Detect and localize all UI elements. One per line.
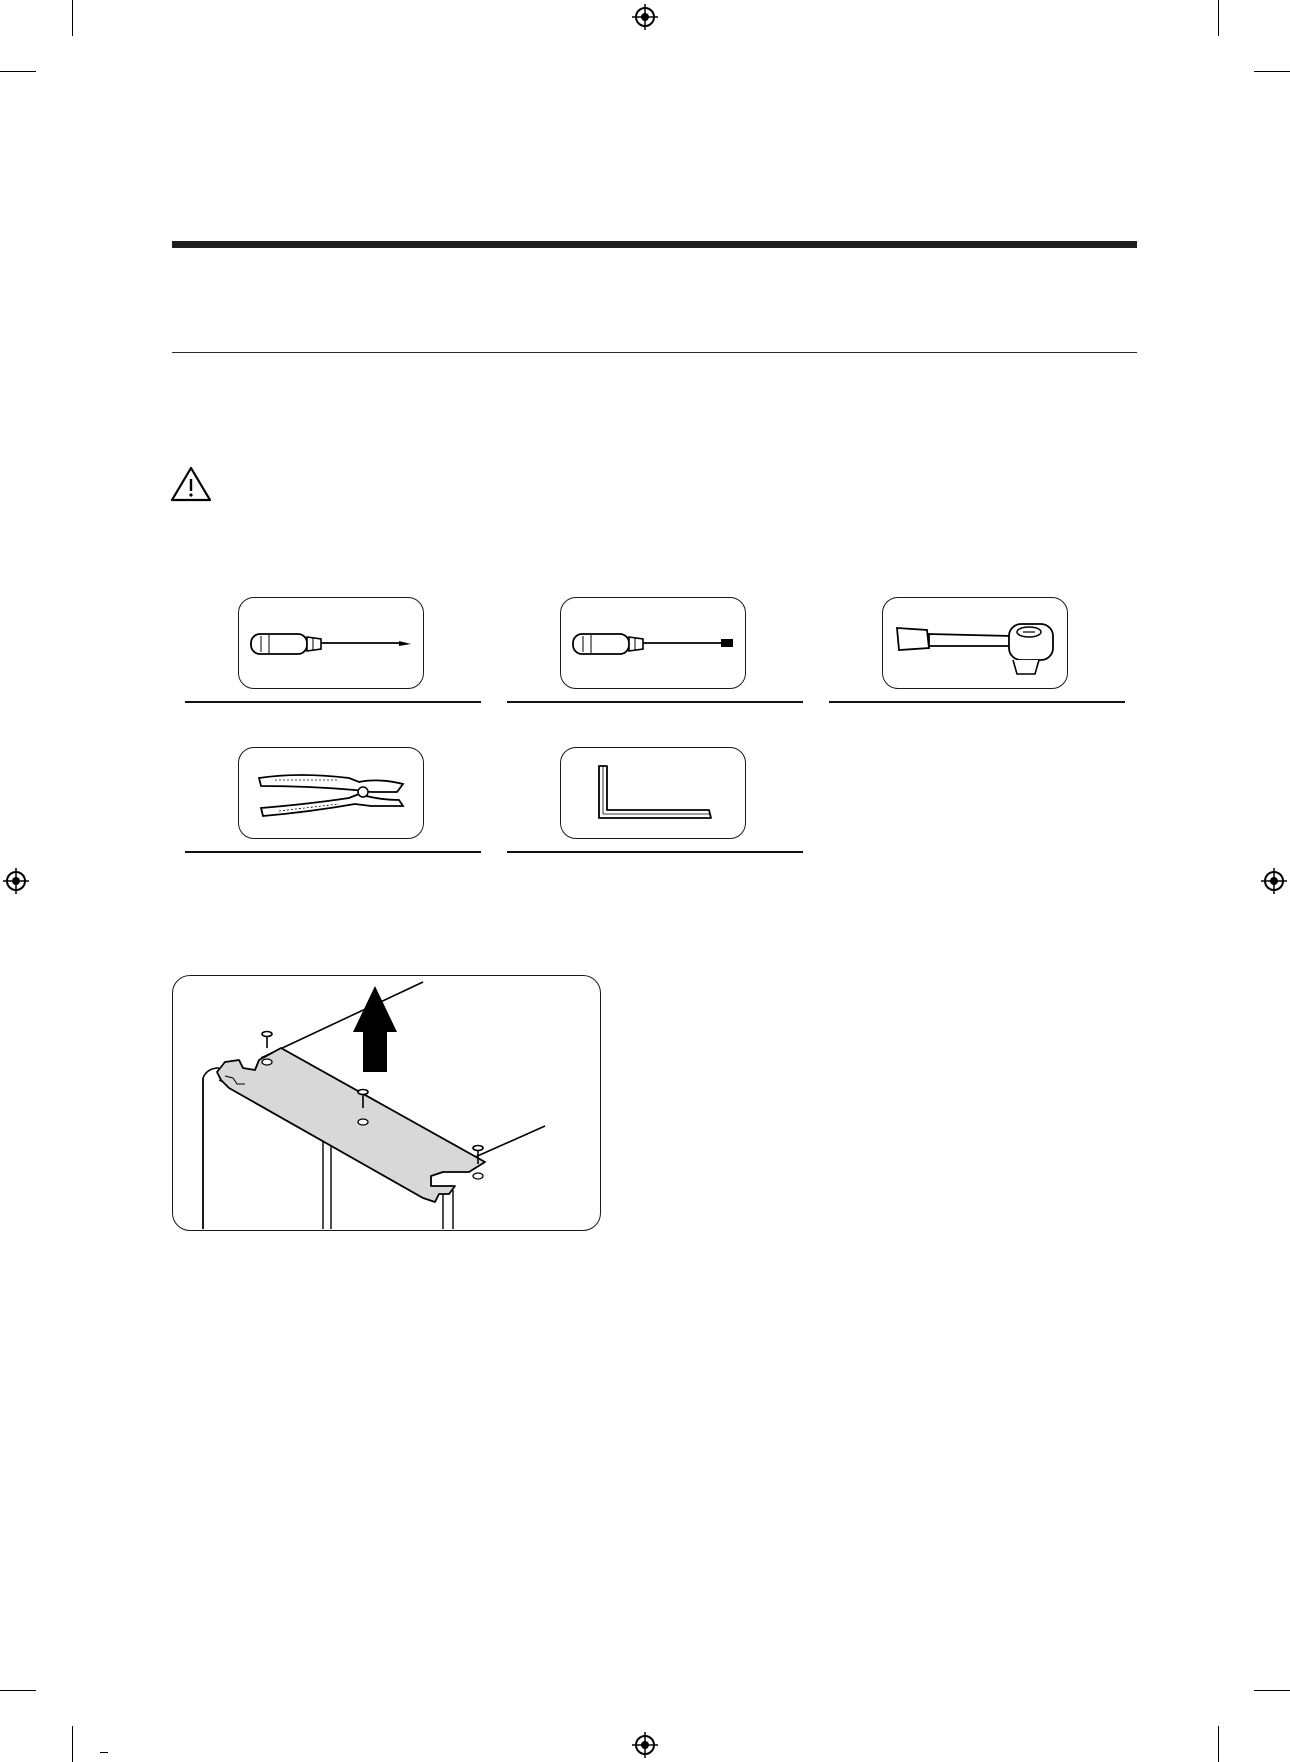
phillips-screwdriver-icon [239,598,423,688]
warning-triangle-icon [170,466,212,502]
crop-mark-bottom-right-v [1218,1726,1219,1762]
crop-mark-top-right-h [1254,71,1290,72]
socket-wrench-icon [883,598,1067,688]
tool-caption-line [829,701,1125,703]
registration-mark-icon [1261,868,1287,894]
tool-caption-line [507,701,803,703]
hinge-cover-figure [172,975,601,1231]
pliers-icon [239,748,423,838]
registration-mark-icon [3,868,29,894]
registration-mark-icon [632,1732,658,1758]
tool-box-socket-wrench [882,597,1068,689]
crop-mark-bottom-right-h [1254,1690,1290,1691]
tool-box-phillips [238,597,424,689]
crop-mark-bottom-left-h [0,1690,36,1691]
tool-box-flat [560,597,746,689]
tool-caption-line [507,851,803,853]
crop-mark-top-left-h [0,71,36,72]
tool-caption-line [185,851,481,853]
subsection-rule [172,352,1137,353]
tool-caption-line [185,701,481,703]
crop-mark-top-left-v [72,0,73,36]
registration-mark-icon [632,4,658,30]
tool-box-pliers [238,747,424,839]
hinge-cover-removal-illustration [173,976,599,1229]
crop-mark-bottom-left-v [72,1726,73,1762]
tool-box-allen-key [560,747,746,839]
crop-mark-top-right-v [1218,0,1219,36]
section-title-rule [172,241,1137,248]
flat-screwdriver-icon [561,598,745,688]
allen-key-icon [561,748,745,838]
crop-mark-bottom-small [100,1752,108,1753]
